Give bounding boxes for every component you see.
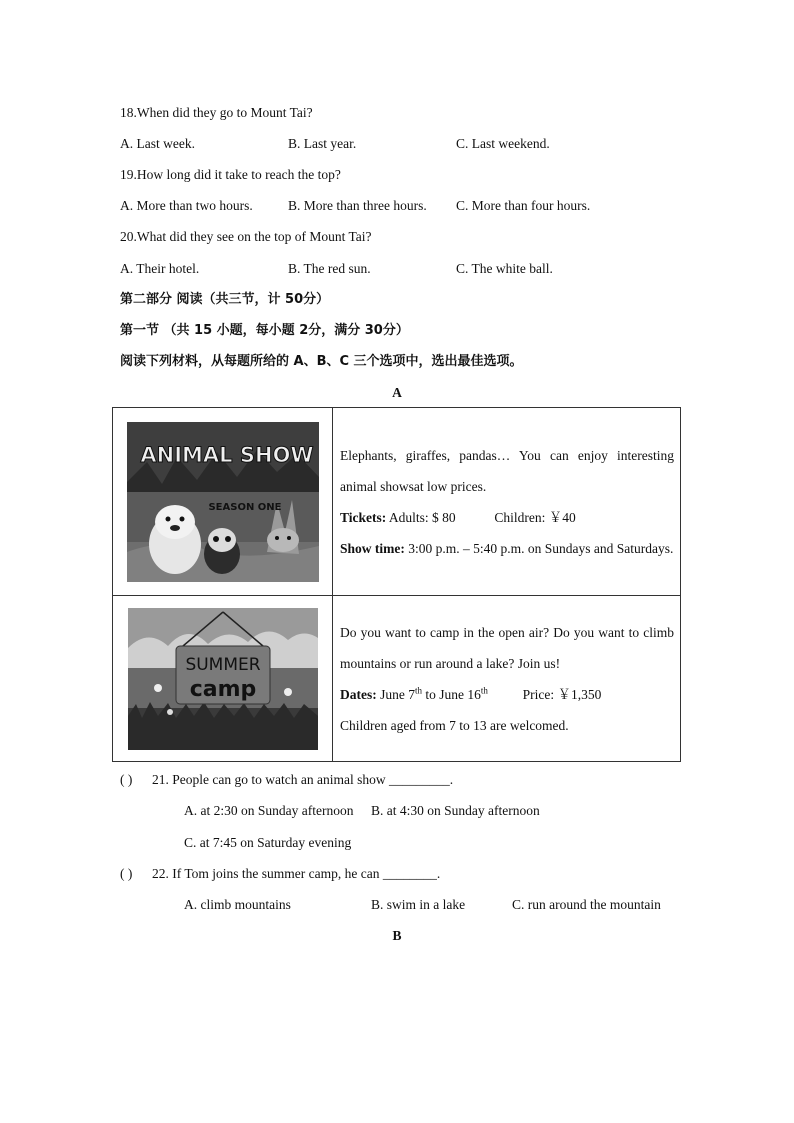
summer-camp-dates bbox=[340, 679, 674, 710]
summer-camp-poster bbox=[128, 608, 318, 750]
q18-option-c: C. Last weekend. bbox=[456, 136, 550, 151]
q21-stem: 21. People can go to watch an animal show _________. bbox=[152, 772, 454, 787]
dates-start: June 7 bbox=[380, 686, 415, 702]
dates-start-sup: th bbox=[415, 685, 423, 695]
q20-option-a: A. Their hotel. bbox=[120, 261, 200, 276]
q21-paren: ( ) bbox=[120, 772, 133, 787]
q19-option-c: C. More than four hours. bbox=[456, 198, 591, 213]
animal-show-poster bbox=[127, 422, 319, 582]
q22-option-a: A. climb mountains bbox=[184, 897, 291, 912]
animal-show-poster-title: ANIMAL SHOW bbox=[139, 442, 314, 467]
animal-show-poster-subtitle: SEASON ONE bbox=[207, 501, 282, 513]
show-time-value: 3:00 p.m. – 5:40 p.m. on Sundays and Saturdays. bbox=[408, 540, 674, 556]
animal-show-tickets bbox=[340, 502, 674, 533]
q19-question: 19.How long did it take to reach the top? bbox=[120, 167, 341, 182]
tickets-label: Tickets: bbox=[340, 509, 387, 525]
q20-question: 20.What did they see on the top of Mount Tai? bbox=[120, 229, 372, 244]
q18-option-b: B. Last year. bbox=[288, 136, 357, 151]
dates-label: Dates: bbox=[340, 686, 377, 702]
q22-option-b: B. swim in a lake bbox=[371, 897, 466, 912]
summer-camp-poster-title: SUMMER bbox=[184, 654, 261, 675]
q19-option-b: B. More than three hours. bbox=[288, 198, 427, 213]
ads-table bbox=[112, 407, 681, 762]
animal-show-image-cell bbox=[113, 408, 333, 596]
reading-instruction: 阅读下列材料，从每题所给的 A、B、C 三个选项中，选出最佳选项。 bbox=[120, 354, 523, 369]
q18-question: 18.When did they go to Mount Tai? bbox=[120, 105, 313, 120]
dates-end: to June 16 bbox=[422, 686, 481, 702]
passage-a-label: A bbox=[392, 385, 402, 400]
tickets-adults: Adults: $ 80 bbox=[388, 509, 456, 525]
passage-b-label: B bbox=[392, 928, 402, 943]
summer-camp-age: Children aged from 7 to 13 are welcomed. bbox=[340, 717, 569, 733]
animal-show-row bbox=[113, 408, 681, 596]
animal-show-time bbox=[340, 533, 674, 564]
q21-option-b: B. at 4:30 on Sunday afternoon bbox=[371, 803, 540, 818]
animal-show-text-cell bbox=[333, 408, 681, 596]
summer-camp-poster-subtitle: camp bbox=[189, 676, 256, 702]
summer-camp-description: Do you want to camp in the open air? Do you want to climb mountains or run around a lake? Join us! bbox=[340, 624, 674, 671]
section1-heading: 第一节 （共 15 小题，每小题 2分，满分 30分） bbox=[120, 323, 409, 338]
summer-camp-price: Price: ￥1,350 bbox=[522, 686, 602, 702]
q21-option-c: C. at 7:45 on Saturday evening bbox=[184, 835, 352, 850]
animal-show-description: Elephants, giraffes, pandas… You can enjoy interesting animal showsat low prices. bbox=[340, 447, 674, 494]
tickets-children: Children: ￥40 bbox=[494, 509, 576, 525]
q22-stem: 22. If Tom joins the summer camp, he can ________. bbox=[152, 866, 441, 881]
q21-option-a: A. at 2:30 on Sunday afternoon bbox=[184, 803, 354, 818]
q20-option-b: B. The red sun. bbox=[288, 261, 371, 276]
q22-option-c: C. run around the mountain bbox=[512, 897, 661, 912]
q19-option-a: A. More than two hours. bbox=[120, 198, 253, 213]
part2-heading: 第二部分 阅读（共三节，计 50分） bbox=[120, 292, 330, 307]
q22-paren: ( ) bbox=[120, 866, 133, 881]
summer-camp-text-cell bbox=[333, 596, 681, 762]
show-time-label: Show time: bbox=[340, 540, 405, 556]
summer-camp-row bbox=[113, 596, 681, 762]
q18-option-a: A. Last week. bbox=[120, 136, 195, 151]
dates-end-sup: th bbox=[480, 685, 488, 695]
summer-camp-image-cell bbox=[113, 596, 333, 762]
q20-option-c: C. The white ball. bbox=[456, 261, 553, 276]
